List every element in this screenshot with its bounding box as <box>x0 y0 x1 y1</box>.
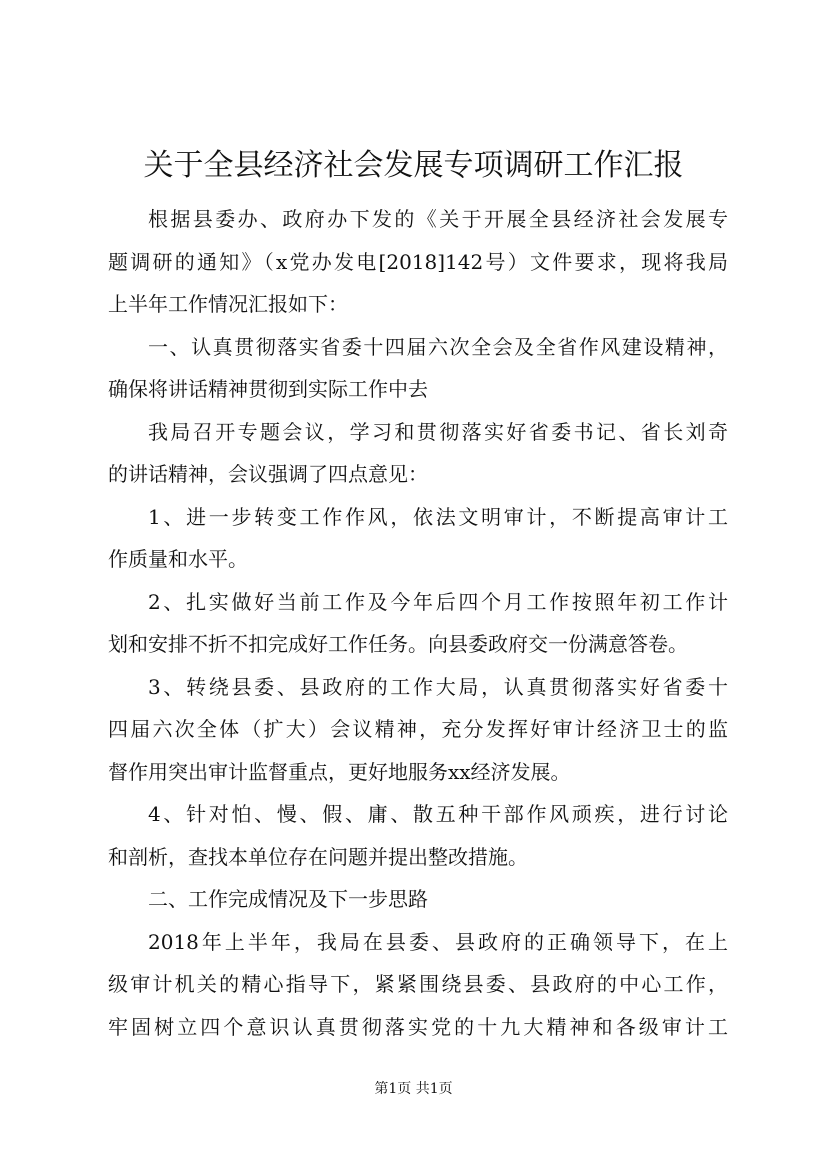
paragraph-line: 2018年上半年，我局在县委、县政府的正确领导下，在上 <box>148 929 728 954</box>
list-item-line: 四届六次全体（扩大）会议精神，充分发挥好审计经济卫士的监 <box>108 717 728 741</box>
list-item-line: 1、进一步转变工作作风，依法文明审计，不断提高审计工 <box>148 504 728 529</box>
paragraph-line: 牢固树立四个意识认真贯彻落实党的十九大精神和各级审计工 <box>108 1014 728 1039</box>
page-footer: 第1页 共1页 <box>374 1081 453 1097</box>
list-item-line: 4、针对怕、慢、假、庸、散五种干部作风顽疾，进行讨论 <box>148 802 728 826</box>
list-item-line: 2、扎实做好当前工作及今年后四个月工作按照年初工作计 <box>148 589 728 614</box>
list-item-line: 作质量和水平。 <box>108 547 248 571</box>
paragraph-line: 根据县委办、政府办下发的《关于开展全县经济社会发展专 <box>148 207 728 231</box>
document-body <box>108 198 728 1048</box>
paragraph-line: 级审计机关的精心指导下，紧紧围绕县委、县政府的中心工作， <box>108 972 728 996</box>
document-title: 关于全县经济社会发展专项调研工作汇报 <box>143 148 684 183</box>
paragraph-line: 题调研的通知》（x党办发电[2018]142号）文件要求，现将我局 <box>108 249 728 274</box>
paragraph-line: 我局召开专题会议，学习和贯彻落实好省委书记、省长刘奇 <box>148 419 728 444</box>
paragraph-line: 的讲话精神，会议强调了四点意见： <box>108 462 428 486</box>
section-heading-line: 确保将讲话精神贯彻到实际工作中去 <box>108 377 428 401</box>
list-item-line: 3、转绕县委、县政府的工作大局，认真贯彻落实好省委十 <box>148 674 728 699</box>
list-item-line: 和剖析，查找本单位存在问题并提出整改措施。 <box>108 844 528 869</box>
list-item-line: 划和安排不折不扣完成好工作任务。向县委政府交一份满意答卷。 <box>108 632 688 656</box>
section-heading-line: 一、认真贯彻落实省委十四届六次全会及全省作风建设精神， <box>148 334 728 359</box>
section-heading-line: 二、工作完成情况及下一步思路 <box>148 887 428 911</box>
list-item-line: 督作用突出审计监督重点，更好地服务xx经济发展。 <box>108 759 571 784</box>
paragraph-line: 上半年工作情况汇报如下： <box>108 292 348 316</box>
